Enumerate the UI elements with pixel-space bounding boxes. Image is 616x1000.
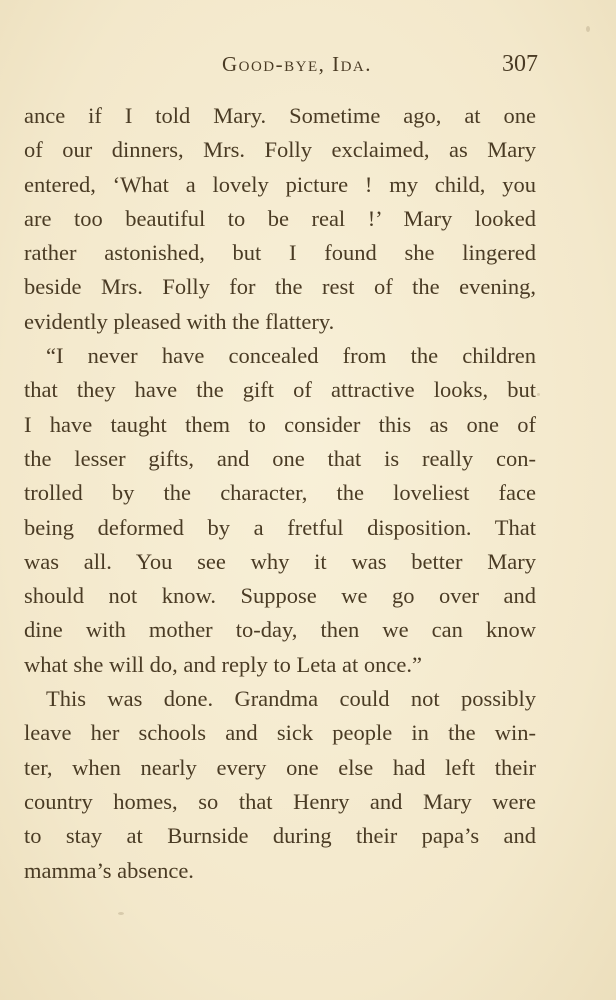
text-line: should not know. Suppose we go over and	[24, 583, 536, 609]
text-line: of our dinners, Mrs. Folly exclaimed, as Mary	[24, 137, 536, 163]
paper-speck	[118, 912, 124, 915]
paper-speck	[586, 26, 590, 32]
running-head	[22, 50, 538, 78]
text-line: dine with mother to-day, then we can know	[24, 617, 536, 643]
text-line: ance if I told Mary. Sometime ago, at one	[24, 103, 536, 128]
text-line: evidently pleased with the flattery.	[24, 308, 335, 334]
text-line: to stay at Burnside during their papa’s and	[24, 823, 536, 849]
text-line: being deformed by a fretful disposition. That	[24, 514, 536, 540]
text-line: beside Mrs. Folly for the rest of the evening,	[24, 274, 536, 300]
text-line: leave her schools and sick people in the win-	[24, 720, 536, 746]
text-line: mamma’s absence.	[24, 857, 194, 883]
running-title: Good-bye, Ida.	[221, 52, 373, 76]
text-line: that they have the gift of attractive looks, but	[24, 377, 536, 403]
text-line: rather astonished, but I found she lingered	[24, 240, 536, 266]
page-number: 307	[502, 51, 538, 77]
text-line: This was done. Grandma could not possibly	[46, 686, 536, 712]
text-line: “I never have concealed from the children	[46, 343, 536, 369]
text-line: entered, ‘What a lovely picture ! my child, you	[24, 171, 536, 197]
text-line: country homes, so that Henry and Mary were	[24, 788, 536, 814]
text-line: I have taught them to consider this as one of	[24, 411, 536, 437]
text-line: are too beautiful to be real !’ Mary looked	[24, 205, 536, 231]
paper-speck	[537, 393, 540, 396]
text-line: the lesser gifts, and one that is really con-	[24, 445, 536, 471]
text-line: ter, when nearly every one else had left their	[24, 754, 536, 780]
text-line: was all. You see why it was better Mary	[24, 548, 536, 574]
text-line: what she will do, and reply to Leta at once.”	[24, 651, 422, 677]
text-line: trolled by the character, the loveliest face	[24, 480, 536, 506]
body-text	[24, 99, 536, 888]
